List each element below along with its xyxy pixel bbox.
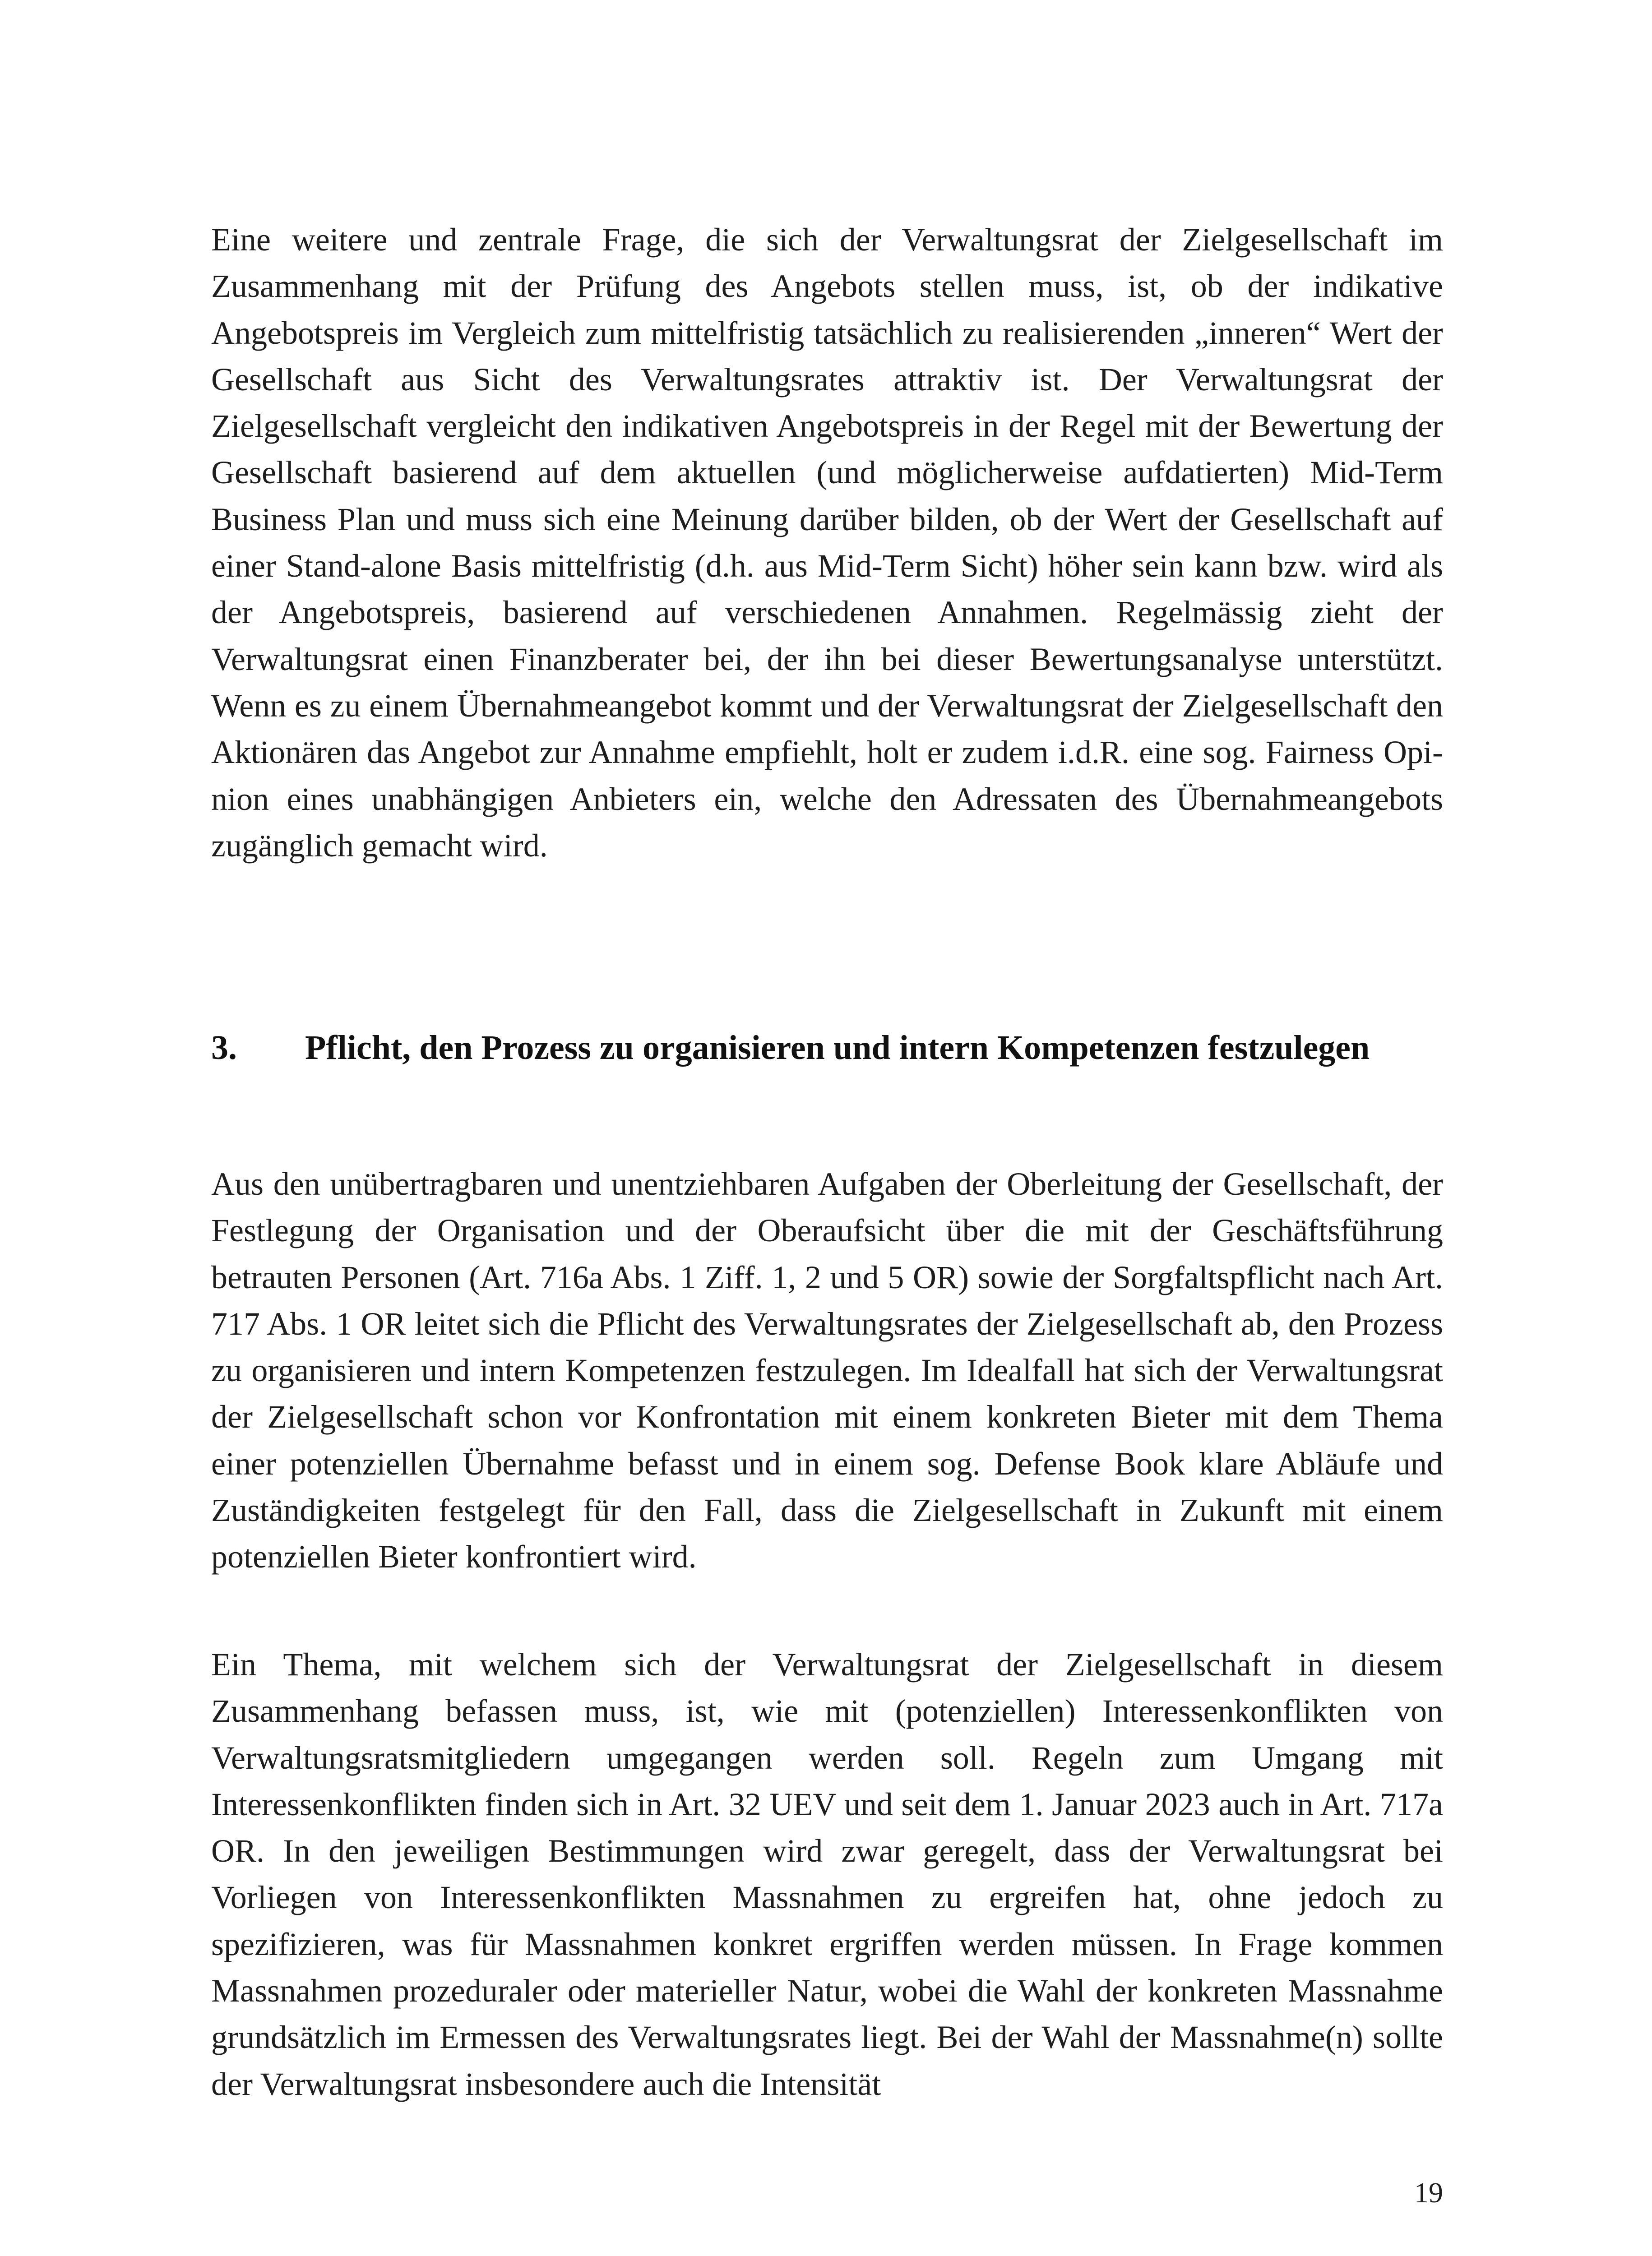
section-title: Pflicht, den Prozess zu organisieren und intern Kompetenzen festzulegen xyxy=(305,1029,1370,1067)
section-number: 3. xyxy=(211,1029,237,1067)
body-paragraph-1: Eine weitere und zentrale Frage, die sich der Verwaltungsrat der Zielgesellschaft im Zusammenhang mit der Prüfung des Angebots stellen muss, ist, ob der indikative Angebotspreis im Vergleich zum mittelfristig tatsächlich zu realisierenden „inneren“ Wert der Gesellschaft aus Sicht des Verwaltungsrates attraktiv ist. Der Verwaltungsrat der Zielgesellschaft vergleicht den indikativen Angebotspreis in der Regel mit der Bewertung der Gesellschaft basierend auf dem aktuellen (und möglicherweise aufdatierten) Mid-Term Business Plan und muss sich eine Meinung darüber bilden, ob der Wert der Gesellschaft auf einer Stand-alone Basis mittelfristig (d.h. aus Mid-Term Sicht) höher sein kann bzw. wird als der Angebotspreis, basierend auf verschiedenen Annahmen. Regelmässig zieht der Verwaltungsrat einen Finanzberater bei, der ihn bei dieser Bewertungsanalyse unterstützt. Wenn es zu einem Übernahmeangebot kommt und der Verwaltungsrat der Zielgesellschaft den Aktionären das Angebot zur Annahme empfiehlt, holt er zudem i.d.R. eine sog. Fairness Opinion eines unabhängigen Anbieters ein, welche den Adressaten des Übernahmeangebots zugänglich gemacht wird. xyxy=(211,222,1443,864)
body-paragraph-3: Ein Thema, mit welchem sich der Verwaltungsrat der Zielgesellschaft in diesem Zusammenhang befassen muss, ist, wie mit (potenziellen) Interessenkonflikten von Verwaltungsratsmitgliedern umgegangen werden soll. Regeln zum Umgang mit Interessenkonflikten finden sich in Art. 32 UEV und seit dem 1. Januar 2023 auch in Art. 717a OR. In den jeweiligen Bestimmungen wird zwar geregelt, dass der Verwaltungsrat bei Vorliegen von Interessenkonflikten Massnahmen zu ergreifen hat, ohne jedoch zu spezifizieren, was für Massnahmen konkret ergriffen werden müssen. In Frage kommen Massnahmen prozeduraler oder materieller Natur, wobei die Wahl der konkreten Massnahme grundsätzlich im Ermessen des Verwaltungsrates liegt. Bei der Wahl der Massnahme(n) sollte der Verwaltungsrat insbesondere auch die Intensität xyxy=(211,1646,1443,2102)
page-number: 19 xyxy=(1414,2177,1443,2209)
body-paragraph-2: Aus den unübertragbaren und unentziehbaren Aufgaben der Oberleitung der Gesellschaft, der Festlegung der Organisation und der Oberaufsicht über die mit der Geschäftsführung betrauten Personen (Art. 716a Abs. 1 Ziff. 1, 2 und 5 OR) sowie der Sorgfaltspflicht nach Art. 717 Abs. 1 OR leitet sich die Pflicht des Verwaltungsrates der Zielgesellschaft ab, den Prozess zu organisieren und intern Kompetenzen festzulegen. Im Idealfall hat sich der Verwaltungsrat der Zielgesellschaft schon vor Konfrontation mit einem konkreten Bieter mit dem Thema einer potenziellen Übernahme befasst und in einem sog. Defense Book klare Abläufe und Zuständigkeiten festgelegt für den Fall, dass die Zielgesellschaft in Zukunft mit einem potenziellen Bieter konfrontiert wird. xyxy=(211,1166,1443,1575)
section-heading xyxy=(211,1023,1443,1072)
